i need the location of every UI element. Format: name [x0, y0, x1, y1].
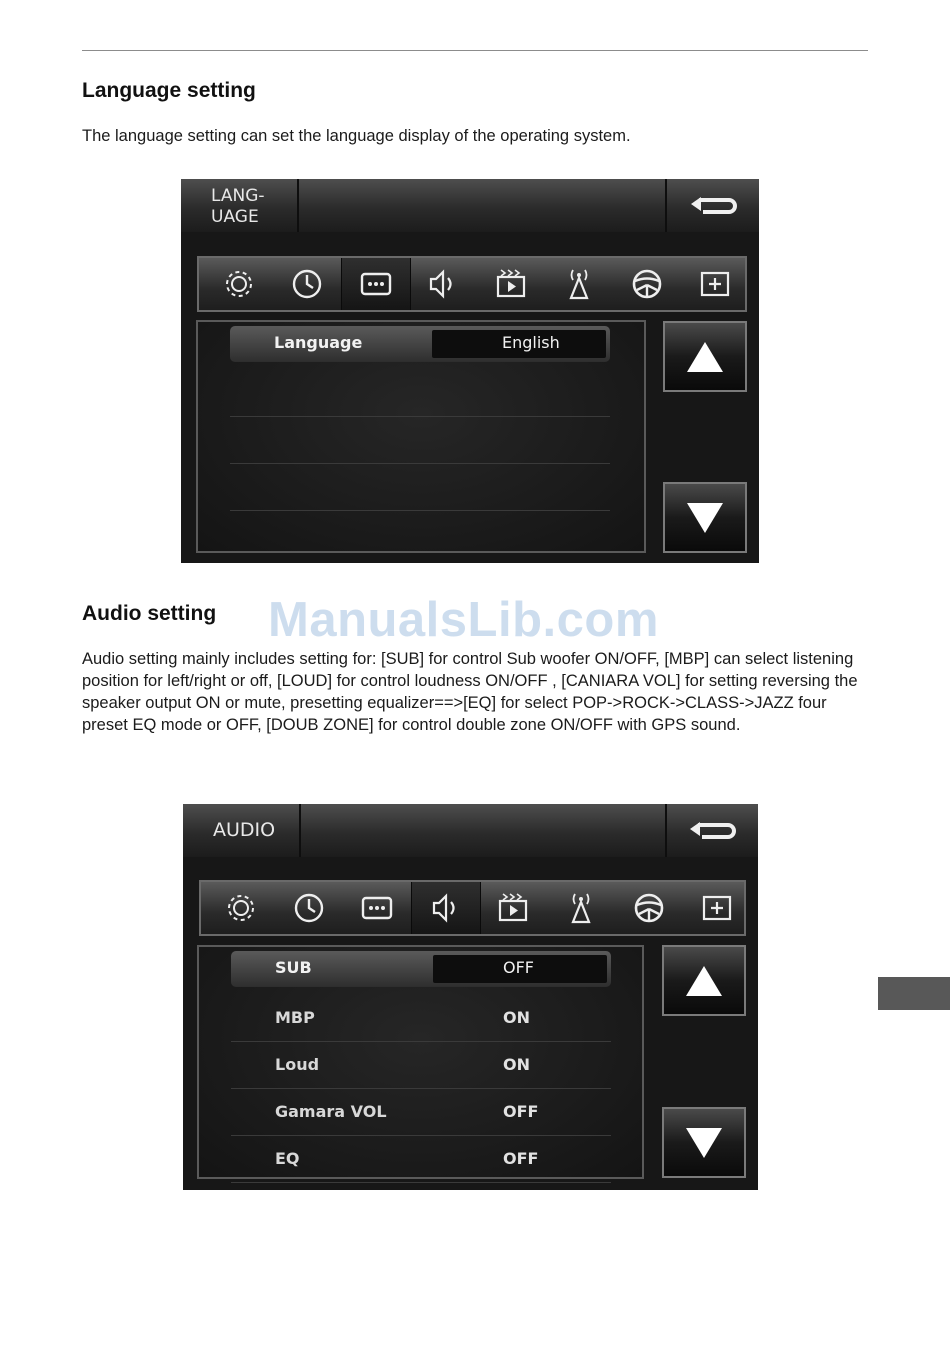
category-tab-bar	[199, 880, 746, 936]
setting-row[interactable]	[230, 465, 610, 511]
setting-row[interactable]	[231, 1043, 611, 1089]
language-heading: Language setting	[82, 79, 256, 102]
video-icon	[493, 266, 529, 302]
setting-name: EQ	[275, 1149, 300, 1168]
speaker-icon	[425, 266, 461, 302]
scroll-down-button[interactable]	[662, 1107, 746, 1178]
video-icon	[495, 890, 531, 926]
tab-more[interactable]	[343, 882, 411, 934]
settings-list	[196, 320, 646, 553]
title-bar	[181, 179, 759, 232]
setting-value: English	[502, 333, 560, 352]
setting-name: Language	[274, 333, 363, 352]
setting-value: OFF	[503, 1149, 539, 1168]
tab-antenna[interactable]	[545, 258, 613, 310]
tab-more[interactable]	[341, 258, 411, 310]
tab-add[interactable]	[683, 882, 751, 934]
tab-steering-wheel[interactable]	[615, 882, 683, 934]
antenna-icon	[563, 890, 599, 926]
tab-speaker[interactable]	[409, 258, 477, 310]
tab-gear[interactable]	[207, 882, 275, 934]
back-arrow-icon	[689, 193, 737, 219]
title-bar-spacer	[299, 179, 667, 232]
setting-name: MBP	[275, 1008, 315, 1027]
back-button[interactable]	[667, 179, 759, 232]
language-description: The language setting can set the language display of the operating system.	[82, 127, 631, 145]
tab-video[interactable]	[479, 882, 547, 934]
audio-screen	[183, 804, 758, 1190]
speaker-icon	[428, 890, 464, 926]
steering-wheel-icon	[629, 266, 665, 302]
more-icon	[359, 890, 395, 926]
setting-row[interactable]	[231, 951, 611, 987]
top-rule	[82, 50, 868, 51]
setting-value: OFF	[503, 958, 534, 977]
setting-row[interactable]	[230, 371, 610, 417]
settings-list	[197, 945, 644, 1179]
add-icon	[697, 266, 733, 302]
setting-value: OFF	[503, 1102, 539, 1121]
setting-row[interactable]	[231, 1090, 611, 1136]
gear-icon	[223, 890, 259, 926]
clock-icon	[291, 890, 327, 926]
setting-name: Loud	[275, 1055, 320, 1074]
category-tab-bar	[197, 256, 747, 312]
tab-clock[interactable]	[273, 258, 341, 310]
tab-speaker[interactable]	[411, 882, 481, 934]
add-icon	[699, 890, 735, 926]
up-arrow-icon	[684, 964, 724, 998]
down-arrow-icon	[685, 501, 725, 535]
setting-value: ON	[503, 1008, 530, 1027]
setting-name: Gamara VOL	[275, 1102, 387, 1121]
scroll-down-button[interactable]	[663, 482, 747, 553]
audio-heading: Audio setting	[82, 602, 217, 625]
setting-row[interactable]	[230, 326, 610, 362]
antenna-icon	[561, 266, 597, 302]
language-screen	[181, 179, 759, 563]
clock-icon	[289, 266, 325, 302]
scroll-up-button[interactable]	[663, 321, 747, 392]
watermark: ManualsLib.com	[268, 593, 659, 647]
page-edge-tab	[878, 977, 950, 1010]
title-line-1: LANG-	[211, 186, 265, 206]
scroll-up-button[interactable]	[662, 945, 746, 1016]
setting-row[interactable]	[230, 418, 610, 464]
more-icon	[358, 266, 394, 302]
tab-clock[interactable]	[275, 882, 343, 934]
up-arrow-icon	[685, 340, 725, 374]
setting-value: ON	[503, 1055, 530, 1074]
tab-antenna[interactable]	[547, 882, 615, 934]
tab-gear[interactable]	[205, 258, 273, 310]
screen-title	[181, 179, 299, 232]
title-bar-spacer	[301, 804, 667, 857]
gear-icon	[221, 266, 257, 302]
back-button[interactable]	[666, 804, 758, 857]
setting-name: SUB	[275, 958, 312, 977]
title-line-2: UAGE	[211, 207, 259, 227]
tab-add[interactable]	[681, 258, 749, 310]
tab-steering-wheel[interactable]	[613, 258, 681, 310]
setting-row[interactable]	[231, 996, 611, 1042]
down-arrow-icon	[684, 1126, 724, 1160]
steering-wheel-icon	[631, 890, 667, 926]
title-bar	[183, 804, 758, 857]
screen-title: AUDIO	[183, 804, 301, 857]
back-arrow-icon	[688, 818, 736, 844]
audio-description: Audio setting mainly includes setting for: [SUB] for control Sub woofer ON/OFF, [MBP] can select listening position for left/right or off, [LOUD] for control loudness ON/OFF , [CANIARA VOL] for setting reversing the speaker output ON or mute, presetting equalizer==>[EQ] for select POP->ROCK->CLASS->JAZZ four preset EQ mode or OFF, [DOUB ZONE] for control double zone ON/OFF with GPS sound.	[82, 650, 858, 734]
setting-row[interactable]	[231, 1137, 611, 1183]
tab-video[interactable]	[477, 258, 545, 310]
